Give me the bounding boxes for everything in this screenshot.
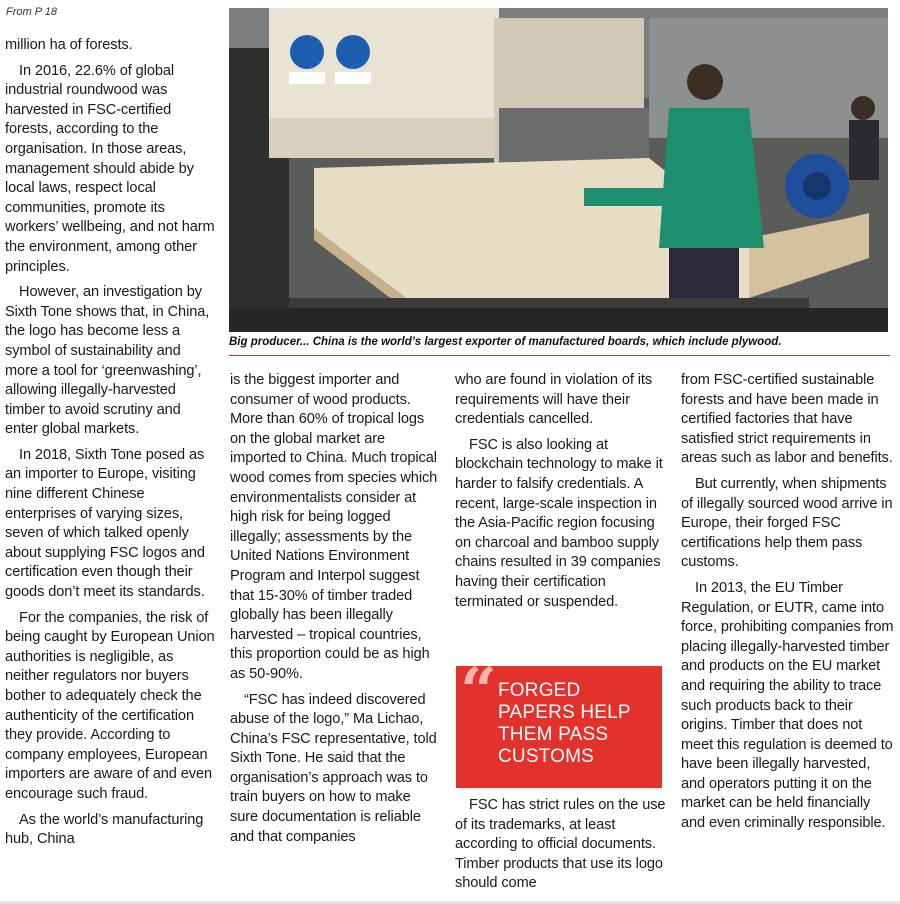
page-reference: From P 18 [6, 6, 57, 18]
pull-quote-box [456, 654, 662, 788]
quote-mark-icon: “ [460, 654, 497, 729]
paragraph: As the world’s manufacturing hub, China [5, 811, 204, 848]
paragraph: “FSC has indeed discovered abuse of the logo,” Ma Lichao, China’s FSC representative, told Sixth Tone. He said that the organisation’s approach was to train buyers on how to make sure documentation is reliable and that companies [230, 691, 437, 845]
pull-quote-text: FORGED PAPERS HELP THEM PASS CUSTOMS [498, 680, 631, 767]
paragraph: FSC has strict rules on the use of its trademarks, at least according to official documents. Timber products that use its logo should come [455, 797, 666, 892]
paragraph: is the biggest importer and consumer of wood products. More than 60% of tropical logs on the global market are imported to China. Much tropical wood comes from species which environmentalists consider at high risk for being logged illegally; assessments by the United Nations Environment Program and Interpol suggest that 15-30% of timber traded globally has been illegally harvested – tropical countries, this proportion could be as high as 50-90%. [230, 372, 438, 682]
caption-divider [229, 355, 890, 356]
paragraph: In 2013, the EU Timber Regulation, or EUTR, came into force, prohibiting companies from placing illegally-harvested timber and products on the EU market and requiring the ability to trace such products back to their origins. Timber that does not meet this regulation is deemed to have been illegally harvested, and operators putting it on the market can be held financially and even criminally responsible. [681, 579, 894, 832]
article-column-2 [230, 371, 440, 847]
photo-caption: Big producer... China is the world’s largest exporter of manufactured boards, which include plywood. [229, 336, 782, 348]
paragraph: In 2016, 22.6% of global industrial roundwood was harvested in FSC-certified forests, according to the organisation. In those areas, management should abide by local laws, respect local communities, promote its workers’ wellbeing, and not harm the environment, among other principles. [5, 62, 215, 275]
factory-photo [229, 8, 888, 332]
article-column-3 [455, 371, 667, 612]
article-column-3-continued [455, 796, 667, 894]
article-column-4 [681, 371, 895, 834]
paragraph: million ha of forests. [5, 37, 133, 53]
paragraph: But currently, when shipments of illegally sourced wood arrive in Europe, their forged FSC certifications help them pass customs. [681, 475, 893, 571]
paragraph: In 2018, Sixth Tone posed as an importer to Europe, visiting nine different Chinese enterprises of varying sizes, seven of which talked openly about supplying FSC logos and certification even though their goods don’t meet its standards. [5, 446, 205, 601]
paragraph: who are found in violation of its requirements will have their credentials cancelled. [455, 372, 653, 428]
paragraph: from FSC-certified sustainable forests and have been made in certified factories that have satisfied strict requirements in areas such as labor and benefits. [681, 372, 893, 467]
paragraph: However, an investigation by Sixth Tone shows that, in China, the logo has become less a symbol of sustainability and more a tool for ‘greenwashing’, allowing illegally-harvested timber to avoid scrutiny and enter global markets. [5, 284, 210, 438]
paragraph: FSC is also looking at blockchain technology to make it harder to falsify credentials. A recent, large-scale inspection in the Asia-Pacific region focusing on charcoal and bamboo supply chains resulted in 39 companies having their certification terminated or suspended. [455, 436, 663, 610]
paragraph: For the companies, the risk of being caught by European Union authorities is negligible, as neither regulators nor buyers bother to adequately check the authenticity of the certification they provide. According to company employees, European importers are aware of and even encourage such fraud. [5, 609, 215, 802]
article-column-1 [5, 36, 215, 850]
